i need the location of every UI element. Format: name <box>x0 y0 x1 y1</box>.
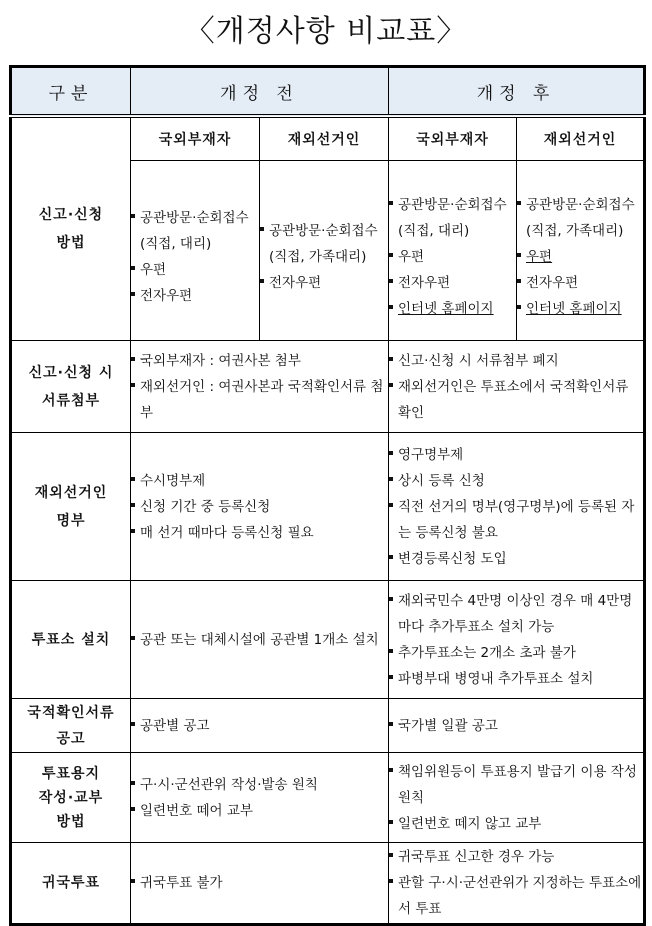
list-item: 공관방문·순회접수(직접, 가족대리) <box>260 218 388 270</box>
bullet-icon <box>389 201 393 205</box>
list-item: 전자우편 <box>131 283 259 309</box>
list-item: 파병부대 병영내 추가투표소 설치 <box>389 666 643 692</box>
after-cell <box>389 581 645 699</box>
after-cell <box>389 753 645 843</box>
table-row <box>11 753 645 843</box>
before-cell <box>131 843 389 925</box>
table-row <box>11 699 645 753</box>
list-item: 매 선거 때마다 등록신청 필요 <box>131 520 388 546</box>
bullet-icon <box>131 879 135 883</box>
list-item: 신청 기간 중 등록신청 <box>131 494 388 520</box>
bullet-icon <box>389 555 393 559</box>
bullet-icon <box>389 879 393 883</box>
bullet-icon <box>389 853 393 857</box>
list-item: 국외부재자 : 여권사본 첨부 <box>131 348 388 374</box>
bullet-icon <box>389 675 393 679</box>
list-item: 국가별 일괄 공고 <box>389 713 643 739</box>
before-b-cell <box>260 161 389 341</box>
bullet-icon <box>131 477 135 481</box>
list-item: 재외국민수 4만명 이상인 경우 매 4만명 마다 추가투표소 설치 가능 <box>389 588 643 640</box>
list-item: 우편 <box>131 257 259 283</box>
list-item: 공관방문·순회접수(직접, 대리) <box>389 192 516 244</box>
header-after: 개정 후 <box>389 67 645 117</box>
after-cell <box>389 341 645 433</box>
category-line: 방법 <box>56 235 86 251</box>
before-cell <box>131 699 389 753</box>
after-cell <box>389 699 645 753</box>
bullet-icon <box>131 383 135 387</box>
list-item: 인터넷 홈페이지 <box>389 296 516 322</box>
subheader-before-b: 재외선거인 <box>260 116 389 161</box>
list-item: 공관방문·순회접수(직접, 대리) <box>131 205 259 257</box>
bullet-icon <box>389 451 393 455</box>
bullet-icon <box>131 292 135 296</box>
list-item: 우편 <box>389 244 516 270</box>
list-item: 변경등록신청 도입 <box>389 546 643 572</box>
list-item: 공관방문·순회접수(직접, 가족대리) <box>517 192 643 244</box>
subheader-row <box>11 116 645 161</box>
bullet-icon <box>131 529 135 533</box>
table-row <box>11 581 645 699</box>
table-row <box>11 341 645 433</box>
bullet-icon <box>389 722 393 726</box>
subheader-after-b: 재외선거인 <box>517 116 645 161</box>
bullet-icon <box>517 279 521 283</box>
bullet-icon <box>131 722 135 726</box>
row-category <box>11 116 131 341</box>
before-cell <box>131 581 389 699</box>
after-cell <box>389 843 645 925</box>
after-b-cell <box>517 161 645 341</box>
bullet-icon <box>389 305 393 309</box>
bullet-icon <box>260 227 264 231</box>
list-item: 재외선거인 : 여권사본과 국적확인서류 첨부 <box>131 374 388 426</box>
list-item: 전자우편 <box>517 270 643 296</box>
list-item: 재외선거인은 투표소에서 국적확인서류 확인 <box>389 374 643 426</box>
bullet-icon <box>389 253 393 257</box>
bullet-icon <box>131 266 135 270</box>
table-row <box>11 843 645 925</box>
category-line: 신고·신청 <box>38 207 104 223</box>
list-item: 인터넷 홈페이지 <box>517 296 643 322</box>
list-item: 영구명부제 <box>389 442 643 468</box>
list-item: 신고·신청 시 서류첨부 폐지 <box>389 348 643 374</box>
bullet-icon <box>517 305 521 309</box>
row-category: 국적확인서류 공고 <box>11 699 131 753</box>
list-item: 전자우편 <box>260 270 388 296</box>
header-before: 개정 전 <box>131 67 389 117</box>
list-item: 책임위원등이 투표용지 발급기 이용 작성 원칙 <box>389 759 643 811</box>
row-category: 투표용지 작성·교부 방법 <box>11 753 131 843</box>
list-item: 귀국투표 불가 <box>131 870 388 896</box>
after-a-cell <box>389 161 517 341</box>
list-item: 수시명부제 <box>131 468 388 494</box>
bullet-icon <box>517 253 521 257</box>
bullet-icon <box>389 383 393 387</box>
subheader-before-a: 국외부재자 <box>131 116 260 161</box>
bullet-icon <box>389 503 393 507</box>
list-item: 상시 등록 신청 <box>389 468 643 494</box>
before-cell <box>131 753 389 843</box>
bullet-icon <box>389 768 393 772</box>
bullet-icon <box>131 807 135 811</box>
bullet-icon <box>389 279 393 283</box>
page-title: 〈개정사항 비교표〉 <box>184 14 468 49</box>
before-cell <box>131 433 389 581</box>
row-category: 신고·신청 시 서류첨부 <box>11 341 131 433</box>
subheader-after-a: 국외부재자 <box>389 116 517 161</box>
bullet-icon <box>389 477 393 481</box>
list-item: 공관별 공고 <box>131 713 388 739</box>
bullet-icon <box>260 279 264 283</box>
bullet-icon <box>389 597 393 601</box>
before-a-cell <box>131 161 260 341</box>
row-category: 재외선거인 명부 <box>11 433 131 581</box>
list-item: 귀국투표 신고한 경우 가능 <box>389 844 643 870</box>
bullet-icon <box>517 201 521 205</box>
bullet-icon <box>389 820 393 824</box>
bullet-icon <box>131 636 135 640</box>
header-category: 구분 <box>11 67 131 117</box>
row-category: 투표소 설치 <box>11 581 131 699</box>
table-header-row <box>11 67 645 117</box>
list-item: 공관 또는 대체시설에 공관별 1개소 설치 <box>131 627 388 653</box>
bullet-icon <box>131 214 135 218</box>
row-category: 귀국투표 <box>11 843 131 925</box>
list-item: 직전 선거의 명부(영구명부)에 등록된 자는 등록신청 불요 <box>389 494 643 546</box>
list-item: 우편 <box>517 244 643 270</box>
list-item: 관할 구·시·군선관위가 지정하는 투표소에서 투표 <box>389 870 643 922</box>
list-item: 추가투표소는 2개소 초과 불가 <box>389 640 643 666</box>
bullet-icon <box>131 503 135 507</box>
before-cell <box>131 341 389 433</box>
table-row <box>11 433 645 581</box>
after-cell <box>389 433 645 581</box>
list-item: 전자우편 <box>389 270 516 296</box>
list-item: 일련번호 떼어 교부 <box>131 798 388 824</box>
bullet-icon <box>389 357 393 361</box>
comparison-table <box>9 65 646 926</box>
list-item: 구·시·군선관위 작성·발송 원칙 <box>131 772 388 798</box>
bullet-icon <box>389 649 393 653</box>
bullet-icon <box>131 781 135 785</box>
list-item: 일련번호 떼지 않고 교부 <box>389 811 643 837</box>
bullet-icon <box>131 357 135 361</box>
